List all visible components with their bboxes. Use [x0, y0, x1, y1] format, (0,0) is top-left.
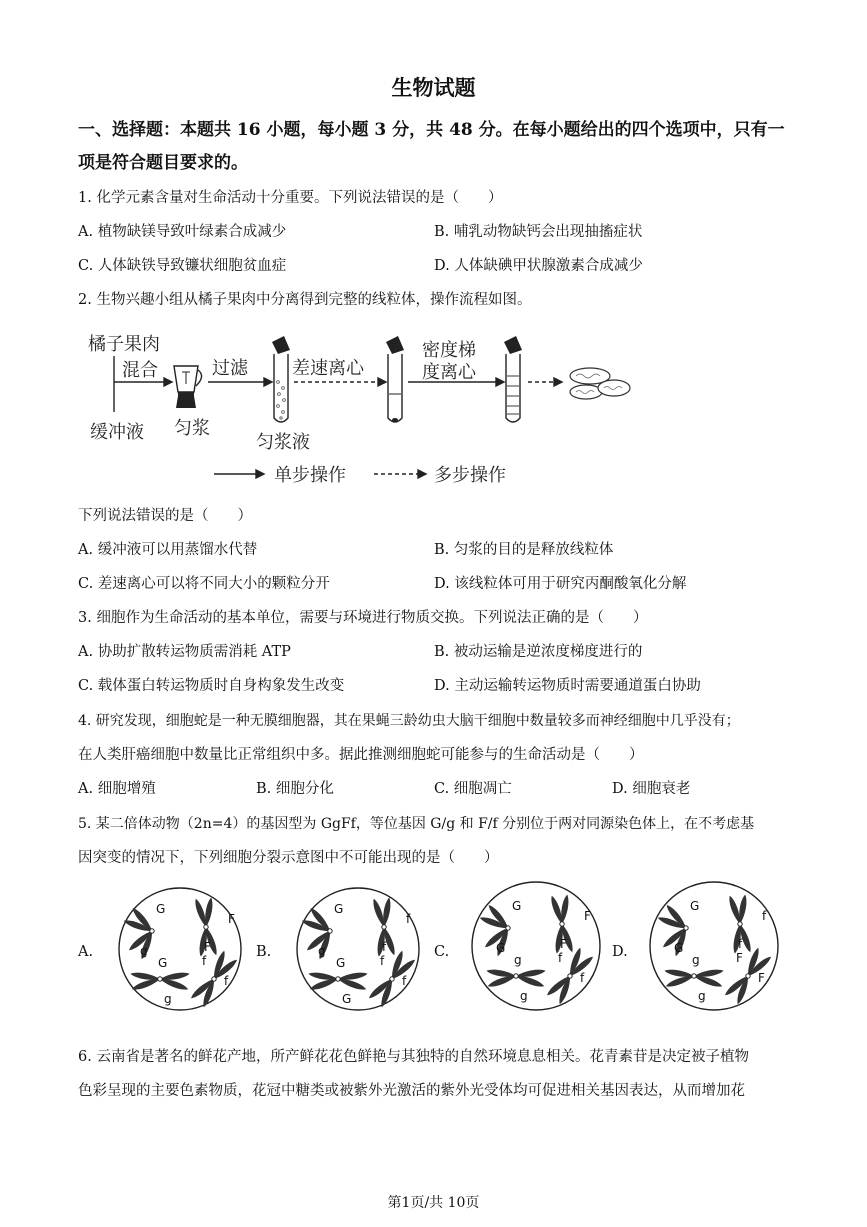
gene-label: G [334, 902, 344, 916]
centromere [212, 977, 216, 981]
q2-flow-diagram [78, 326, 638, 496]
centromere [560, 922, 564, 926]
q3-option-a: A. 协助扩散转运物质需消耗 ATP [78, 644, 291, 660]
q4-option-b: B. 细胞分化 [256, 781, 334, 797]
gene-label: f [558, 951, 563, 965]
q4-option-a: A. 细胞增殖 [78, 781, 156, 797]
q4-option-d: D. 细胞衰老 [612, 781, 691, 797]
centromere [692, 974, 696, 978]
diag-homogenate: 匀浆液 [256, 432, 310, 453]
centromere [150, 929, 154, 933]
gene-label: G [674, 941, 684, 955]
q3-option-d: D. 主动运输转运物质时需要通道蛋白协助 [434, 678, 701, 694]
q5-stem-line2: 因突变的情况下，下列细胞分裂示意图中不可能出现的是（ ） [78, 850, 499, 866]
gene-label: F [758, 971, 765, 985]
centromere [158, 977, 162, 981]
centromere [738, 922, 742, 926]
gene-label: G [690, 899, 700, 913]
diag-buffer: 缓冲液 [90, 422, 144, 443]
q4-option-c: C. 细胞凋亡 [434, 781, 512, 797]
centromere [328, 929, 332, 933]
gene-label: g [692, 953, 700, 967]
centromere [514, 974, 518, 978]
centromere [506, 926, 510, 930]
cell-diagram-b [278, 884, 438, 1014]
gene-label: G [512, 899, 522, 913]
q2-stem2: 下列说法错误的是（ ） [78, 508, 252, 524]
cell-membrane [119, 888, 241, 1010]
section-heading-line2: 项是符合题目要求的。 [78, 153, 248, 173]
diag-homogenize: 匀浆 [174, 418, 210, 439]
gene-label: f [580, 971, 585, 985]
gene-label: G [158, 956, 168, 970]
cell-diagram-a [100, 884, 260, 1014]
q1-option-b: B. 哺乳动物缺钙会出现抽搐症状 [434, 224, 643, 240]
gene-label: g [140, 944, 148, 958]
q5-stem-line1: 5. 某二倍体动物（2n=4）的基因型为 GgFf，等位基因 G/g 和 F/f 分别位于两对同源染色体上，在不考虑基 [78, 816, 755, 832]
centromere [204, 925, 208, 929]
q6-stem [78, 1040, 790, 1108]
q2-option-d: D. 该线粒体可用于研究丙酮酸氧化分解 [434, 576, 687, 592]
gene-label: G [496, 941, 506, 955]
q5-label-d: D. [612, 944, 628, 960]
section-heading [78, 114, 790, 180]
gene-label: F [584, 909, 591, 923]
q2-option-c: C. 差速离心可以将不同大小的颗粒分开 [78, 576, 330, 592]
legend-single-step: 单步操作 [274, 465, 346, 486]
page-title: 生物试题 [391, 75, 476, 100]
q6-stem-line2: 色彩呈现的主要色素物质，花冠中糖类或被紫外光激活的紫外光受体均可促进相关基因表达，从而增加花 [78, 1083, 745, 1099]
page-footer: 第1页/共 10页 [387, 1195, 480, 1211]
q5-label-b: B. [256, 944, 272, 960]
cell-diagram-d [634, 878, 794, 1014]
q1-option-a: A. 植物缺镁导致叶绿素合成减少 [78, 224, 287, 240]
blender-icon [174, 366, 202, 408]
gene-label: G [156, 902, 166, 916]
diag-density2: 度离心 [422, 362, 476, 383]
q1-option-d: D. 人体缺碘甲状腺激素合成减少 [434, 258, 643, 274]
diag-diff-centrifuge: 差速离心 [292, 358, 364, 379]
gene-label: f [406, 912, 411, 926]
gene-label: g [698, 989, 706, 1003]
q1-stem: 1. 化学元素含量对生命活动十分重要。下列说法错误的是（ ） [78, 190, 503, 206]
q4-stem-line2: 在人类肝癌细胞中数量比正常组织中多。据此推测细胞蛇可能参与的生命活动是（ ） [78, 747, 644, 763]
test-tube-centrifuged-icon [386, 336, 404, 422]
centromere [568, 974, 572, 978]
diag-mix: 混合 [122, 360, 158, 381]
gene-label: f [202, 954, 207, 968]
q3-stem: 3. 细胞作为生命活动的基本单位，需要与环境进行物质交换。下列说法正确的是（ ） [78, 610, 648, 626]
test-tube-gradient-icon [504, 336, 522, 422]
q3-option-b: B. 被动运输是逆浓度梯度进行的 [434, 644, 643, 660]
gene-label: F [560, 937, 567, 951]
q2-option-a: A. 缓冲液可以用蒸馏水代替 [78, 542, 258, 558]
diag-filter: 过滤 [212, 358, 248, 379]
cell-membrane [472, 882, 600, 1010]
centromere [390, 977, 394, 981]
diag-orange-pulp: 橘子果肉 [88, 334, 160, 355]
q5-label-a: A. [78, 944, 94, 960]
gene-label: F [228, 912, 235, 926]
q6-stem-line1: 6. 云南省是著名的鲜花产地，所产鲜花花色鲜艳与其独特的自然环境息息相关。花青素苷是决定被子植物 [78, 1049, 749, 1065]
test-tube-homogenate-icon [272, 336, 290, 422]
centromere [746, 974, 750, 978]
q5-label-c: C. [434, 944, 450, 960]
centromere [382, 925, 386, 929]
cell-membrane [297, 888, 419, 1010]
gene-label: g [520, 989, 528, 1003]
centromere [684, 926, 688, 930]
q2-stem: 2. 生物兴趣小组从橘子果肉中分离得到完整的线粒体，操作流程如图。 [78, 292, 532, 308]
section-heading-line1: 一、选择题：本题共 16 小题，每小题 3 分，共 48 分。在每小题给出的四个选项中，只有一 [78, 120, 785, 140]
gene-label: f [382, 940, 387, 954]
q3-option-c: C. 载体蛋白转运物质时自身构象发生改变 [78, 678, 345, 694]
gene-label: F [204, 940, 211, 954]
centromere [336, 977, 340, 981]
cell-diagram-c [456, 878, 616, 1014]
cell-membrane [650, 882, 778, 1010]
gene-label: f [762, 909, 767, 923]
gene-label: G [336, 956, 346, 970]
gene-label: f [402, 974, 407, 988]
q2-option-b: B. 匀浆的目的是释放线粒体 [434, 542, 614, 558]
gene-label: G [342, 992, 352, 1006]
gene-label: F [736, 951, 743, 965]
gene-label: g [164, 992, 172, 1006]
gene-label: f [224, 974, 229, 988]
gene-label: g [318, 944, 326, 958]
q4-stem-line1: 4. 研究发现，细胞蛇是一种无膜细胞器，其在果蝇三龄幼虫大脑干细胞中数量较多而神经细胞中几乎没有； [78, 713, 740, 729]
legend-multi-step: 多步操作 [434, 465, 506, 486]
gene-label: f [738, 937, 743, 951]
diag-density1: 密度梯 [422, 340, 476, 361]
mitochondria-icon [570, 368, 630, 399]
gene-label: f [380, 954, 385, 968]
gene-label: g [514, 953, 522, 967]
q1-option-c: C. 人体缺铁导致镰状细胞贫血症 [78, 258, 287, 274]
